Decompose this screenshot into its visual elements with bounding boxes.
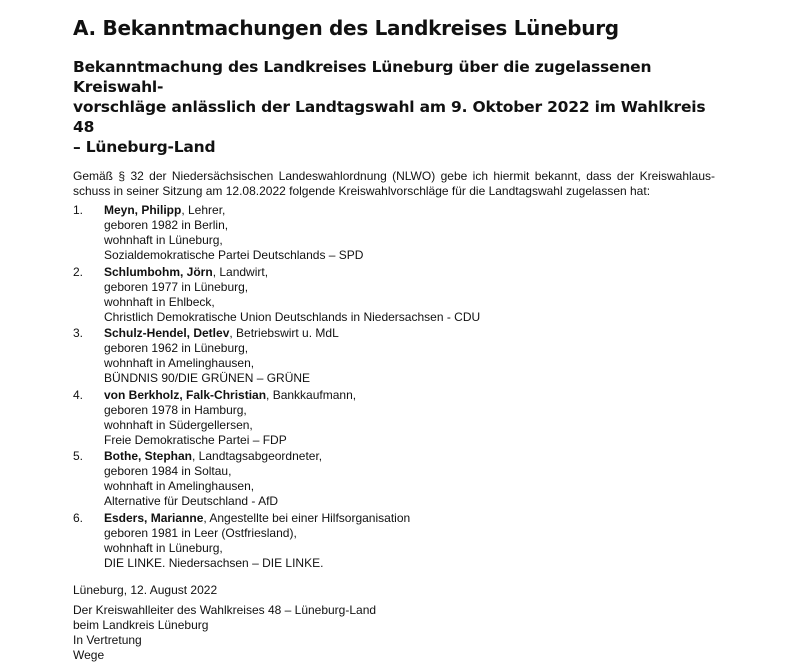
- candidate-number: 3.: [73, 326, 84, 340]
- candidate-party: Sozialdemokratische Partei Deutschlands – SPD: [104, 248, 364, 262]
- section-title: A. Bekanntmachungen des Landkreises Lüneburg: [73, 16, 619, 40]
- candidate-name: Schulz-Hendel, Detlev: [104, 326, 230, 340]
- notice-title-line: Bekanntmachung des Landkreises Lüneburg über die zugelassenen Kreiswahl-: [73, 58, 652, 96]
- candidate-details: [104, 449, 763, 509]
- candidate-born: geboren 1978 in Hamburg,: [104, 402, 247, 417]
- candidate-party: Christlich Demokratische Union Deutschlands in Niedersachsen - CDU: [104, 309, 481, 324]
- candidate-name: Schlumbohm, Jörn: [104, 264, 213, 279]
- candidate-name: Meyn, Philipp: [104, 203, 182, 217]
- place-date: Lüneburg, 12. August 2022: [73, 582, 218, 597]
- candidate-details: [104, 511, 763, 571]
- candidate-number: 4.: [73, 387, 84, 402]
- candidate-item: [73, 449, 763, 509]
- candidate-party: DIE LINKE. Niedersachsen – DIE LINKE.: [104, 555, 324, 570]
- candidate-heading: [104, 511, 763, 526]
- candidate-heading: [104, 265, 763, 280]
- notice-title-line: vorschläge anlässlich der Landtagswahl am 9. Oktober 2022 im Wahlkreis 48: [73, 98, 706, 136]
- signature-line: Wege: [73, 647, 105, 662]
- candidate-heading: [104, 388, 763, 403]
- candidate-item: [73, 326, 763, 386]
- candidate-residence: wohnhaft in Ehlbeck,: [104, 294, 215, 309]
- candidate-details: [104, 203, 763, 263]
- candidate-details: [104, 265, 763, 325]
- candidate-residence: wohnhaft in Südergellersen,: [104, 417, 253, 432]
- candidate-born: geboren 1982 in Berlin,: [104, 218, 229, 232]
- candidate-number: 5.: [73, 449, 84, 463]
- candidate-heading: [104, 449, 763, 464]
- intro-paragraph: [73, 169, 715, 199]
- candidate-residence: wohnhaft in Amelinghausen,: [104, 356, 255, 370]
- candidate-item: [73, 265, 763, 325]
- candidate-profession: , Lehrer,: [181, 203, 226, 217]
- candidate-residence: wohnhaft in Lüneburg,: [104, 540, 223, 555]
- candidate-born: geboren 1962 in Lüneburg,: [104, 341, 249, 355]
- candidate-heading: [104, 326, 763, 341]
- candidate-number: 1.: [73, 203, 84, 217]
- intro-line: Gemäß § 32 der Niedersächsischen Landeswahlordnung (NLWO) gebe ich hiermit bekannt, dass der Kreiswahlaus-: [73, 169, 715, 183]
- candidate-born: geboren 1984 in Soltau,: [104, 464, 232, 478]
- document-page: [73, 14, 763, 663]
- notice-title: [73, 57, 713, 157]
- candidate-profession: , Landwirt,: [212, 264, 269, 279]
- signature-line: Der Kreiswahlleiter des Wahlkreises 48 – Lüneburg-Land: [73, 602, 377, 617]
- candidate-party: BÜNDNIS 90/DIE GRÜNEN – GRÜNE: [104, 371, 311, 385]
- candidate-item: [73, 203, 763, 263]
- candidate-born: geboren 1981 in Leer (Ostfriesland),: [104, 525, 297, 540]
- candidate-profession: , Landtagsabgeordneter,: [192, 449, 323, 463]
- candidate-name: von Berkholz, Falk-Christian: [104, 387, 267, 402]
- candidate-residence: wohnhaft in Lüneburg,: [104, 233, 223, 247]
- candidate-name: Bothe, Stephan: [104, 449, 193, 463]
- candidate-name: Esders, Marianne: [104, 510, 204, 525]
- candidate-number: 6.: [73, 510, 84, 525]
- candidate-heading: [104, 203, 763, 218]
- candidate-number: 2.: [73, 264, 84, 279]
- intro-line: schuss in seiner Sitzung am 12.08.2022 folgende Kreiswahlvorschläge für die Landtagswahl zugelassen hat:: [73, 184, 651, 198]
- candidate-residence: wohnhaft in Amelinghausen,: [104, 479, 255, 493]
- candidate-item: [73, 511, 763, 571]
- candidate-list: [73, 203, 763, 571]
- signature-line: beim Landkreis Lüneburg: [73, 617, 209, 632]
- candidate-profession: , Betriebswirt u. MdL: [229, 326, 339, 340]
- candidate-profession: , Bankkaufmann,: [266, 387, 357, 402]
- candidate-party: Alternative für Deutschland - AfD: [104, 494, 279, 508]
- candidate-details: [104, 388, 763, 448]
- notice-title-line: – Lüneburg-Land: [73, 138, 216, 156]
- candidate-born: geboren 1977 in Lüneburg,: [104, 279, 249, 294]
- signature-block: [73, 603, 763, 663]
- candidate-party: Freie Demokratische Partei – FDP: [104, 432, 287, 447]
- candidate-profession: , Angestellte bei einer Hilfsorganisation: [203, 510, 411, 525]
- candidate-details: [104, 326, 763, 386]
- candidate-item: [73, 388, 763, 448]
- signature-line: In Vertretung: [73, 632, 142, 647]
